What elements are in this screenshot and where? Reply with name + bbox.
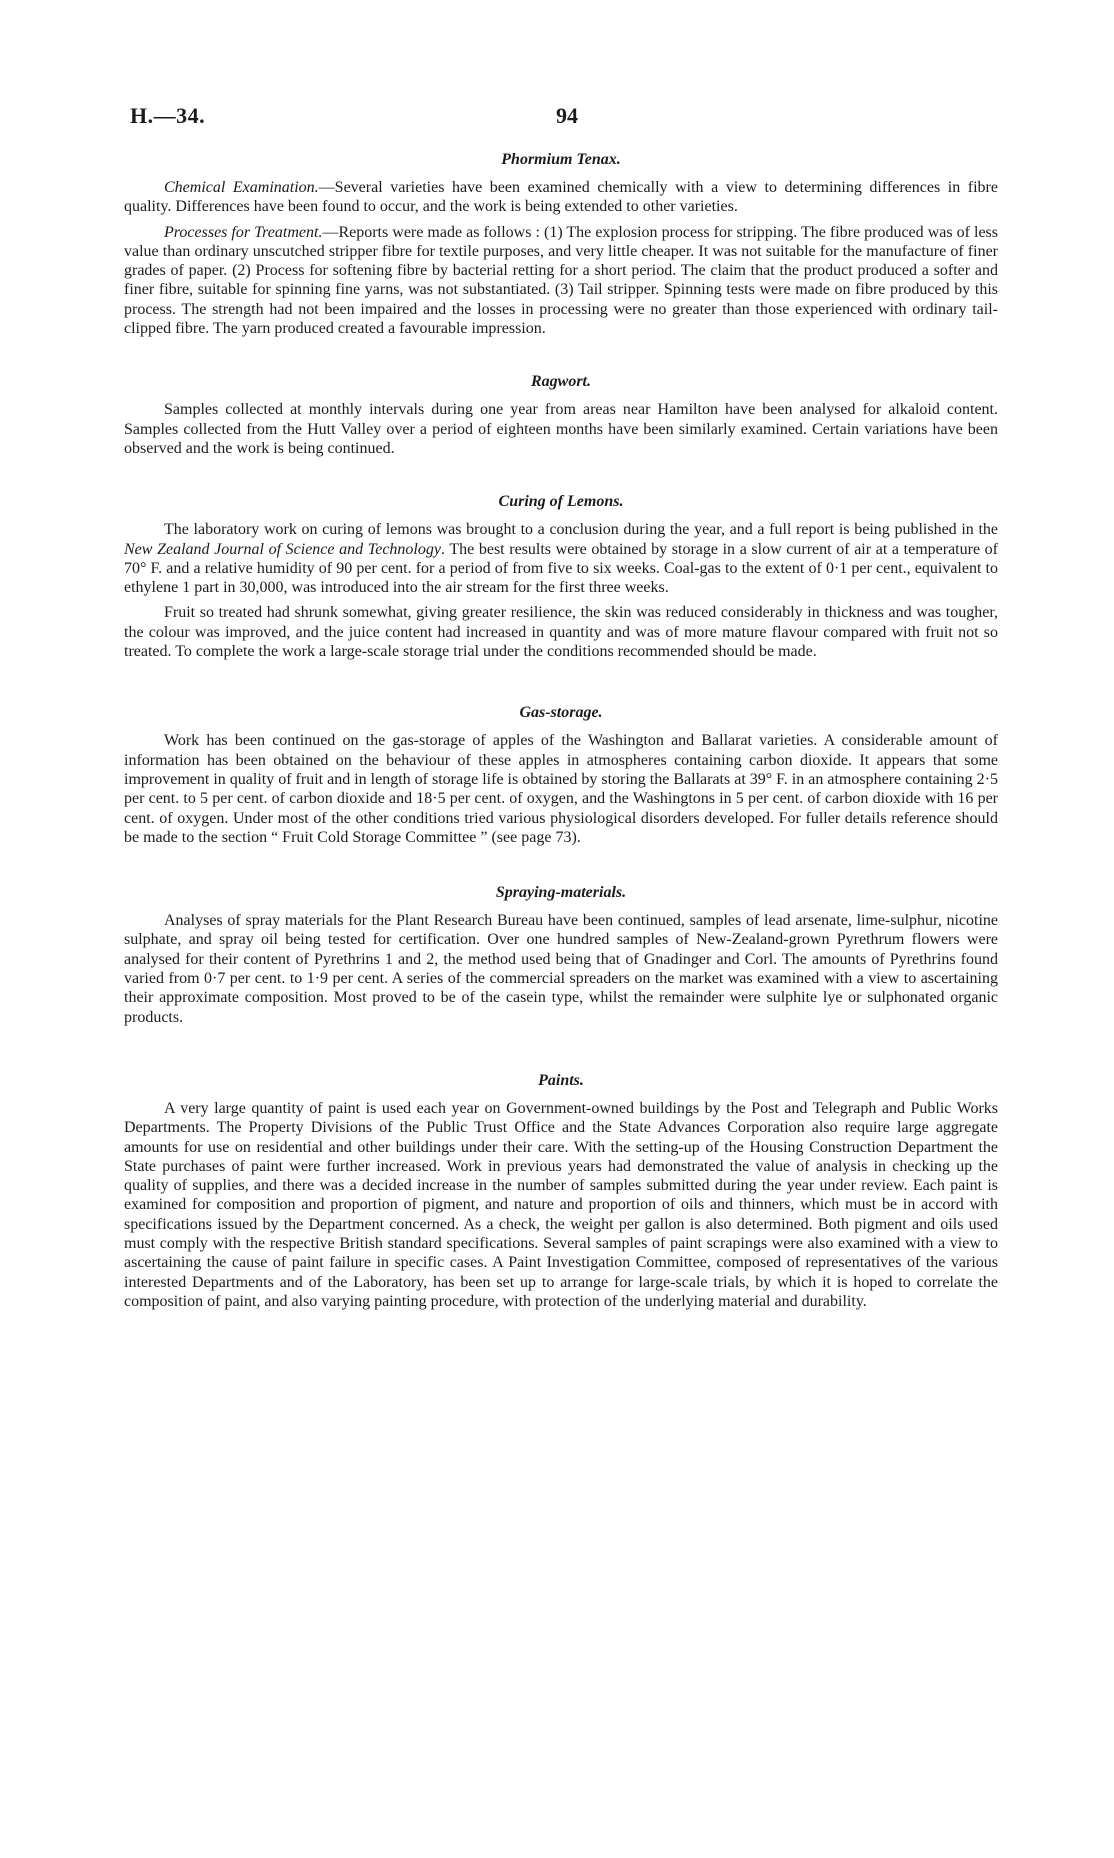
section-ragwort <box>124 372 998 458</box>
paragraph-paints: A very large quantity of paint is used each year on Government-owned buildings by the Post and Telegraph and Public Works Departments. The Property Divisions of the Public Trust Office and the State Advances Corporation also require large aggregate amounts for use on residential and other buildings under their care. With the setting-up of the Housing Construction Department the State purchases of paint were further increased. Work in previous years had demonstrated the value of analysis in checking up the quality of supplies, and there was a decided increase in the number of samples submitted during the year under review. Each paint is examined for composition and proportion of pigment, and nature and proportion of oils and thinners, which must be in accord with specifications issued by the Department concerned. As a check, the weight per gallon is also determined. Both pigment and oils used must comply with the respective British standard specifications. Several samples of paint scrapings were also examined with a view to ascertaining the cause of paint failure in specific cases. A Paint Investigation Committee, composed of representatives of the various interested Departments and of the Laboratory, has been set up to arrange for large-scale trials, by which it is hoped to correlate the composition of paint, and also varying painting procedure, with protection of the underlying material and durability. <box>124 1099 998 1310</box>
section-title-gas-storage: Gas-storage. <box>519 704 603 722</box>
paragraph-gas-storage: Work has been continued on the gas-storage of apples of the Washington and Ballarat varieties. A considerable amount of information has been obtained on the behaviour of these apples in atmospheres containing carbon dioxide. It appears that some improvement in quality of fruit and in length of storage life is obtained by storing the Ballarats at 39° F. in an atmosphere containing 2·5 per cent. to 5 per cent. of carbon dioxide and 18·5 per cent. of oxygen, and the Washingtons in 5 per cent. of carbon dioxide with 16 per cent. of oxygen. Under most of the other conditions tried various physiological disorders developed. For fuller details reference should be made to the section “ Fruit Cold Storage Committee ” (see page 73). <box>124 732 998 846</box>
text-lemons-1a: The laboratory work on curing of lemons was brought to a conclusion during the year, and a full report is being published in the <box>164 521 998 539</box>
lead-processes-for-treatment: Processes for Treatment. <box>164 223 323 241</box>
section-paints <box>124 1071 998 1311</box>
paragraph-chemical-examination <box>124 178 998 217</box>
section-phormium-tenax <box>124 150 998 338</box>
section-spraying-materials <box>124 883 998 1027</box>
page-number: 94 <box>556 103 578 128</box>
journal-title: New Zealand Journal of Science and Technology <box>124 540 441 558</box>
lead-chemical-examination: Chemical Examination. <box>164 179 319 196</box>
section-title-paints: Paints. <box>538 1071 584 1089</box>
paragraph-ragwort: Samples collected at monthly intervals during one year from areas near Hamilton have been analysed for alkaloid content. Samples collected from the Hutt Valley over a period of eighteen months have been similarly examined. Certain variations have been observed and the work is being continued. <box>124 401 998 457</box>
section-title-phormium: Phormium Tenax. <box>501 151 621 168</box>
section-curing-of-lemons <box>124 492 998 661</box>
paragraph-lemons-1 <box>124 520 998 597</box>
paragraph-processes-for-treatment <box>124 223 998 339</box>
paragraph-spraying: Analyses of spray materials for the Plant Research Bureau have been continued, samples of lead arsenate, lime-sulphur, nicotine sulphate, and spray oil being tested for certification. Over one hundred samples of New-Zealand-grown Pyrethrum flowers were analysed for their content of Pyrethrins 1 and 2, the method used being that of Gnadinger and Corl. The amounts of Pyrethrins found varied from 0·7 per cent. to 1·9 per cent. A series of the commercial spreaders on the market was examined with a view to ascertaining their approximate composition. Most proved to be of the casein type, whilst the remainder were sulphite lye or sulphonated organic products. <box>124 912 998 1026</box>
section-title-spraying: Spraying-materials. <box>495 884 627 902</box>
text-lemons-1b: . The best results were obtained by storage in a slow current of air at a temperature of 70° F. and a relative humidity of 90 per cent. for a period of from five to six weeks. Coal-gas to the extent of 0·1 per cent., equivalent to ethylene 1 part in 30,000, was introduced into the air stream for the first three weeks. <box>124 540 999 597</box>
text-chemical-examination: —Several varieties have been examined chemically with a view to determining differences in fibre quality. Differences have been found to occur, and the work is being extended to other varieties. <box>124 179 998 216</box>
section-title-lemons: Curing of Lemons. <box>498 493 624 511</box>
text-processes-for-treatment: —Reports were made as follows : (1) The explosion process for stripping. The fibre produced was of less value than ordinary unscutched stripper fibre for textile purposes, and very little cheaper. It was not suitable for the manufacture of finer grades of paper. (2) Process for softening fibre by bacterial retting for a short period. The claim that the product produced a softer and finer fibre, suitable for spinning fine yarns, was not substantiated. (3) Tail stripper. Spinning tests were made on fibre produced by this process. The strength had not been impaired and the losses in processing were no greater than those experienced with ordinary tail-clipped fibre. The yarn produced created a favourable impression. <box>124 223 998 338</box>
section-gas-storage <box>124 703 998 847</box>
page-body <box>124 150 998 1317</box>
paragraph-lemons-2: Fruit so treated had shrunk somewhat, giving greater resilience, the skin was reduced considerably in thickness and was tougher, the colour was improved, and the juice content had increased in quantity and was of more mature flavour compared with fruit not so treated. To complete the work a large-scale storage trial under the conditions recommended should be made. <box>124 604 998 661</box>
section-title-ragwort: Ragwort. <box>530 373 591 391</box>
report-reference: H.—34. <box>130 103 206 128</box>
